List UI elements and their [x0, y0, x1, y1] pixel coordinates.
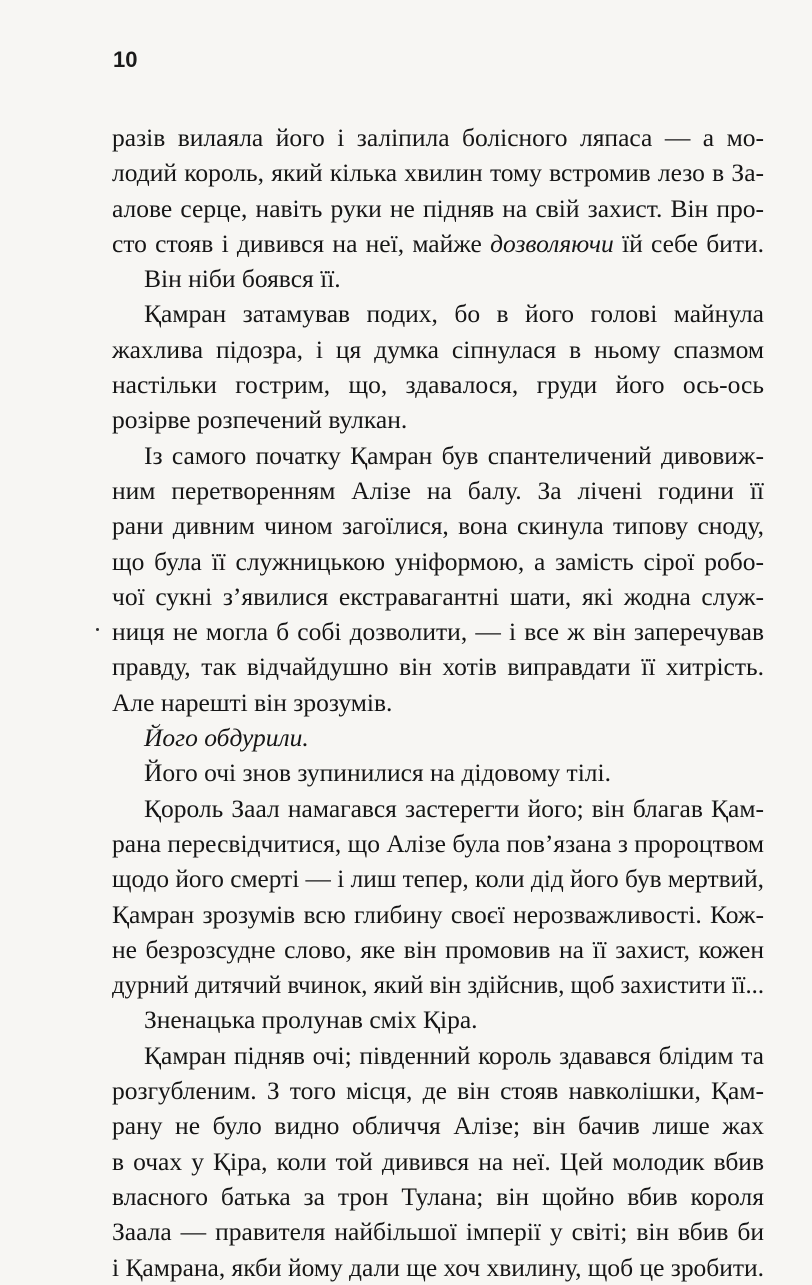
- text-line: розірве розпечений вулкан.: [112, 405, 408, 435]
- text-line: жахлива підозра, і ця думка сіпнулася в ньому спазмом: [112, 334, 764, 364]
- text-line: власного батька за трон Тулана; він щойно вбив короля: [112, 1181, 764, 1211]
- text-line: Він ніби боявся її.: [144, 264, 341, 294]
- text-span: сто стояв і дивився на неї, майже: [112, 228, 491, 258]
- text-line: щодо його смерті — і лиш тепер, коли дід його був мертвий,: [112, 864, 764, 894]
- text-line: ним перетворенням Алізе на балу. За лічені години її: [112, 475, 764, 505]
- text-line: що була її служницькою уніформою, а замість сірої робо-: [112, 546, 764, 576]
- text-line: Қамран підняв очі; південний король здавався блідим та: [144, 1040, 764, 1070]
- text-line: розгубленим. З того місця, де він стояв навколішки, Қам-: [112, 1076, 764, 1106]
- margin-mark: [96, 628, 99, 631]
- text-line: чої сукні з’явилися екстравагантні шати, які жодна служ-: [112, 581, 764, 611]
- text-line: правду, так відчайдушно він хотів виправдати її хитрість.: [112, 652, 764, 682]
- italic-text: дозволяючи: [490, 228, 614, 258]
- text-line: не безрозсудне слово, яке він промовив на її захист, кожен: [112, 934, 764, 964]
- text-line: і Қамрана, якби йому дали ще хоч хвилину, щоб це зробити.: [112, 1252, 765, 1282]
- text-line: в очах у Қіра, коли той дивився на неї. Цей молодик вбив: [112, 1146, 764, 1176]
- text-line: Його обдурили.: [144, 723, 309, 753]
- text-line: Қамран зрозумів всю глибину своєї нерозважливості. Кож-: [112, 899, 764, 929]
- text-line: рана пересвідчитися, що Алізе була пов’язана з пророцтвом: [112, 828, 764, 858]
- text-line: разів вилаяла його і заліпила болісного ляпаса — а мо-: [112, 123, 764, 152]
- text-line: дурний дитячий вчинок, який він здійснив, щоб захистити її...: [112, 970, 765, 1000]
- text-line: настільки гострим, що, здавалося, груди його ось-ось: [112, 370, 764, 400]
- page-number: 10: [113, 47, 138, 72]
- text-line: лодий король, який кілька хвилин тому встромив лезо в За-: [112, 158, 764, 188]
- text-span: їй себе бити.: [613, 228, 764, 258]
- text-line: рани дивним чином загоїлися, вона скинула типову сноду,: [112, 511, 764, 541]
- text-line: Із самого початку Қамран був спантеличений дивовиж-: [144, 440, 764, 470]
- text-line: Қороль Заал намагався застерегти його; він благав Қам-: [144, 793, 764, 823]
- text-line: Қамран затамував подих, бо в його голові майнула: [144, 299, 764, 329]
- text-line: Заала — правителя найбільшої імперії у світі; він вбив би: [112, 1217, 764, 1247]
- text-line: Зненацька пролунав сміх Қіра.: [144, 1005, 478, 1035]
- body-text: [112, 120, 764, 1285]
- text-line: рану не було видно обличчя Алізе; він бачив лише жах: [112, 1111, 764, 1141]
- text-line: [112, 226, 764, 261]
- text-line: ниця не могла б собі дозволити, — і все ж він заперечував: [112, 617, 764, 647]
- text-line: алове серце, навіть руки не підняв на свій захист. Він про-: [112, 193, 764, 223]
- text-line: Але нарешті він зрозумів.: [112, 687, 393, 717]
- text-line: Його очі знов зупинилися на дідовому тілі.: [144, 758, 611, 788]
